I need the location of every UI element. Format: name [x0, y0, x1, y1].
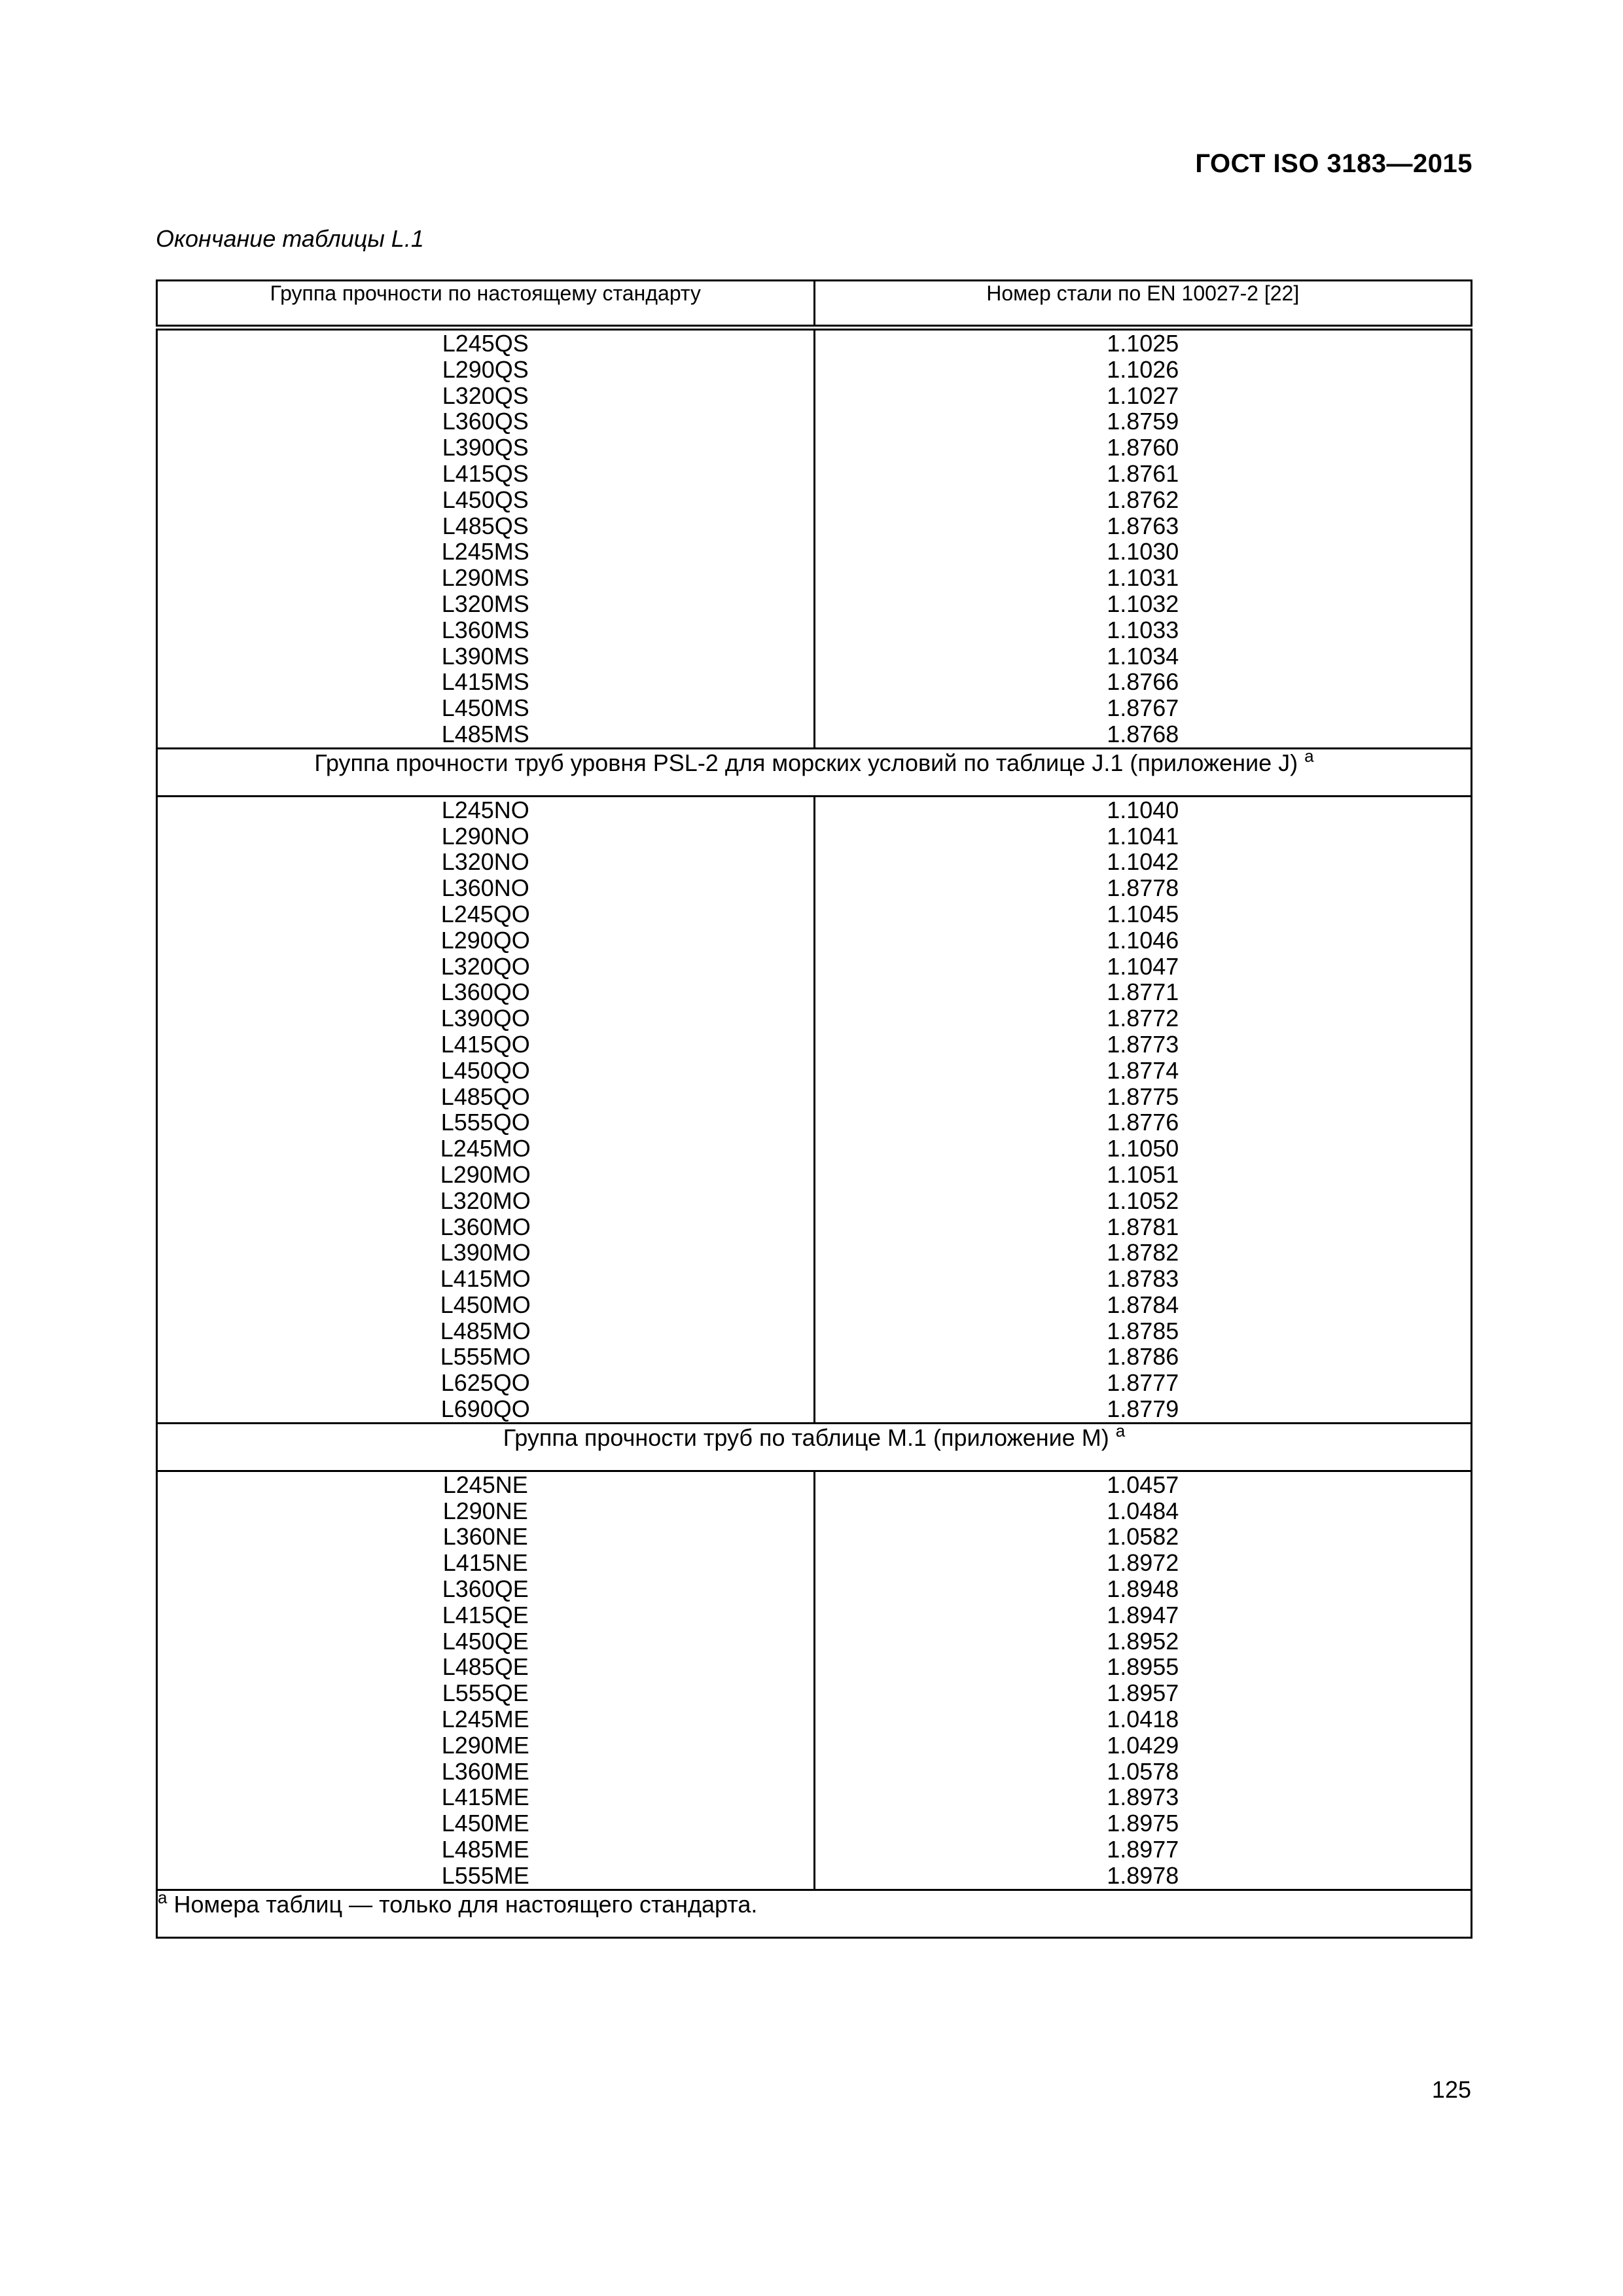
steel-number-cell: 1.8768: [1107, 720, 1179, 747]
steel-number-cell: 1.1047: [1107, 952, 1179, 980]
table-header-row: [157, 281, 1472, 328]
steel-number-cell: 1.8775: [1107, 1083, 1179, 1110]
steel-number-cell: 1.1051: [1107, 1160, 1179, 1188]
steel-number-cell: 1.8760: [1107, 434, 1179, 461]
steel-number-cell: 1.8779: [1107, 1395, 1179, 1423]
grade-cell: L415MS: [441, 668, 529, 696]
steel-number-cell: 1.8786: [1107, 1343, 1179, 1371]
steel-number-cell: 1.0457: [1107, 1471, 1179, 1498]
grade-cell: L555QO: [440, 1109, 530, 1136]
grade-cell: L245MS: [441, 538, 529, 565]
steel-number-cell: 1.8972: [1107, 1549, 1179, 1577]
grade-cell: L320NO: [441, 848, 529, 876]
grade-cell: L555MO: [440, 1343, 531, 1371]
steel-number-cell: 1.1034: [1107, 642, 1179, 670]
grade-cell: L360NO: [441, 874, 529, 902]
grade-cell: L290QO: [440, 926, 530, 954]
grade-cell: L290MS: [441, 564, 529, 592]
steel-number-cell: 1.8773: [1107, 1030, 1179, 1058]
grade-cell: L485QE: [442, 1653, 529, 1681]
grade-cell: L415QE: [442, 1601, 529, 1628]
steel-number-cell: 1.8973: [1107, 1784, 1179, 1811]
steel-number-cell: 1.8952: [1107, 1627, 1179, 1655]
steel-number-cell: 1.8772: [1107, 1005, 1179, 1032]
steel-number-cell: 1.8776: [1107, 1109, 1179, 1136]
grade-list: [157, 328, 815, 749]
grade-cell: L245NO: [441, 796, 529, 823]
steel-grade-table: [156, 279, 1472, 1939]
grade-cell: L245QS: [442, 330, 529, 357]
steel-number-cell: 1.8948: [1107, 1575, 1179, 1603]
grade-cell: L555ME: [441, 1861, 529, 1889]
grade-cell: L485QO: [440, 1083, 530, 1110]
footnote-marker: a: [1115, 1420, 1126, 1441]
section-title-text: Группа прочности труб по таблице M.1 (приложение M): [503, 1424, 1109, 1451]
page-number: 125: [1431, 2076, 1471, 2103]
grade-cell: L320MO: [440, 1187, 531, 1214]
steel-number-cell: 1.8778: [1107, 874, 1179, 902]
steel-number-cell: 1.1040: [1107, 796, 1179, 823]
steel-number-cell: 1.8785: [1107, 1317, 1179, 1344]
steel-number-cell: 1.8783: [1107, 1265, 1179, 1293]
steel-number-cell: 1.0418: [1107, 1706, 1179, 1733]
grade-cell: L390QS: [442, 434, 529, 461]
grade-cell: L485MS: [441, 720, 529, 747]
grade-cell: L290ME: [441, 1731, 529, 1759]
grade-cell: L415MO: [440, 1265, 531, 1293]
steel-number-cell: 1.8955: [1107, 1653, 1179, 1681]
grade-cell: L245ME: [441, 1706, 529, 1733]
steel-number-cell: 1.1032: [1107, 590, 1179, 617]
steel-number-cell: 1.8975: [1107, 1810, 1179, 1837]
steel-number-cell: 1.1026: [1107, 355, 1179, 383]
section-row: [157, 1423, 1472, 1471]
steel-number-cell: 1.1031: [1107, 564, 1179, 592]
grade-cell: L450QE: [442, 1627, 529, 1655]
grade-cell: L245MO: [440, 1135, 531, 1162]
steel-number-cell: 1.0429: [1107, 1731, 1179, 1759]
grade-cell: L555QE: [442, 1679, 529, 1707]
steel-number-cell: 1.1046: [1107, 926, 1179, 954]
steel-number-list: [814, 328, 1472, 749]
table-row: [157, 1471, 1472, 1890]
steel-number-cell: 1.1033: [1107, 616, 1179, 643]
grade-cell: L485MO: [440, 1317, 531, 1344]
grade-cell: L485QS: [442, 512, 529, 539]
table-caption: Окончание таблицы L.1: [156, 225, 424, 252]
steel-number-cell: 1.0582: [1107, 1523, 1179, 1551]
grade-cell: L290NE: [442, 1497, 528, 1524]
steel-number-list: [814, 1471, 1472, 1890]
steel-number-cell: 1.8784: [1107, 1291, 1179, 1318]
column-header-grade: Группа прочности по настоящему стандарту: [157, 281, 815, 328]
steel-number-cell: 1.1050: [1107, 1135, 1179, 1162]
grade-cell: L450QO: [440, 1056, 530, 1084]
grade-cell: L390QO: [440, 1005, 530, 1032]
section-title: [157, 1420, 1472, 1471]
steel-number-cell: 1.8977: [1107, 1836, 1179, 1863]
steel-number-cell: 1.8761: [1107, 459, 1179, 487]
grade-cell: L415QO: [440, 1030, 530, 1058]
steel-number-cell: 1.8947: [1107, 1601, 1179, 1628]
steel-number-cell: 1.8978: [1107, 1861, 1179, 1889]
steel-number-cell: 1.0484: [1107, 1497, 1179, 1524]
section-title-text: Группа прочности труб уровня PSL-2 для морских условий по таблице J.1 (приложение J): [314, 749, 1298, 776]
steel-number-cell: 1.8766: [1107, 668, 1179, 696]
column-header-steel-number: Номер стали по EN 10027-2 [22]: [814, 281, 1472, 328]
section-title: [157, 745, 1472, 796]
steel-number-cell: 1.8759: [1107, 408, 1179, 435]
document-header: ГОСТ ISO 3183—2015: [1195, 149, 1472, 178]
steel-number-cell: 1.8763: [1107, 512, 1179, 539]
steel-number-cell: 1.8781: [1107, 1213, 1179, 1240]
steel-number-cell: 1.8782: [1107, 1239, 1179, 1266]
steel-number-cell: 1.8762: [1107, 486, 1179, 513]
grade-cell: L625QO: [440, 1369, 530, 1397]
grade-cell: L450QS: [442, 486, 529, 513]
grade-cell: L320QO: [440, 952, 530, 980]
table-row: [157, 328, 1472, 749]
steel-number-cell: 1.8957: [1107, 1679, 1179, 1707]
grade-cell: L290NO: [441, 822, 529, 850]
steel-number-cell: 1.1042: [1107, 848, 1179, 876]
steel-number-cell: 1.1025: [1107, 330, 1179, 357]
section-row: [157, 748, 1472, 796]
steel-number-cell: 1.8774: [1107, 1056, 1179, 1084]
grade-cell: L320QS: [442, 382, 529, 409]
footnote-marker: a: [1304, 745, 1314, 766]
steel-number-cell: 1.8771: [1107, 978, 1179, 1006]
grade-cell: L415NE: [442, 1549, 528, 1577]
grade-cell: L485ME: [441, 1836, 529, 1863]
steel-number-cell: 1.1027: [1107, 382, 1179, 409]
grade-cell: L360QO: [440, 978, 530, 1006]
grade-cell: L690QO: [440, 1395, 530, 1423]
footnote-text: Номера таблиц — только для настоящего стандарта.: [173, 1890, 758, 1918]
grade-cell: L390MS: [441, 642, 529, 670]
grade-cell: L320MS: [441, 590, 529, 617]
grade-cell: L415ME: [441, 1784, 529, 1811]
grade-list: [157, 796, 815, 1423]
grade-cell: L390MO: [440, 1239, 531, 1266]
grade-cell: L290MO: [440, 1160, 531, 1188]
grade-cell: L360NE: [442, 1523, 528, 1551]
steel-number-cell: 1.1052: [1107, 1187, 1179, 1214]
grade-cell: L290QS: [442, 355, 529, 383]
grade-cell: L360MS: [441, 616, 529, 643]
grade-cell: L360ME: [441, 1757, 529, 1785]
steel-number-cell: 1.8767: [1107, 694, 1179, 722]
grade-list: [157, 1471, 815, 1890]
grade-cell: L245NE: [442, 1471, 528, 1498]
steel-number-cell: 1.8777: [1107, 1369, 1179, 1397]
grade-cell: L450MO: [440, 1291, 531, 1318]
steel-number-cell: 1.0578: [1107, 1757, 1179, 1785]
grade-cell: L450MS: [441, 694, 529, 722]
steel-number-cell: 1.1041: [1107, 822, 1179, 850]
footnote-row: [157, 1890, 1472, 1937]
steel-number-cell: 1.1030: [1107, 538, 1179, 565]
grade-cell: L360QE: [442, 1575, 529, 1603]
grade-cell: L360MO: [440, 1213, 531, 1240]
grade-cell: L360QS: [442, 408, 529, 435]
grade-cell: L415QS: [442, 459, 529, 487]
footnote-marker: a: [158, 1887, 168, 1907]
steel-number-cell: 1.1045: [1107, 900, 1179, 927]
grade-cell: L245QO: [440, 900, 530, 927]
table-row: [157, 796, 1472, 1423]
steel-number-list: [814, 796, 1472, 1423]
grade-cell: L450ME: [441, 1810, 529, 1837]
footnote: [157, 1887, 1472, 1937]
